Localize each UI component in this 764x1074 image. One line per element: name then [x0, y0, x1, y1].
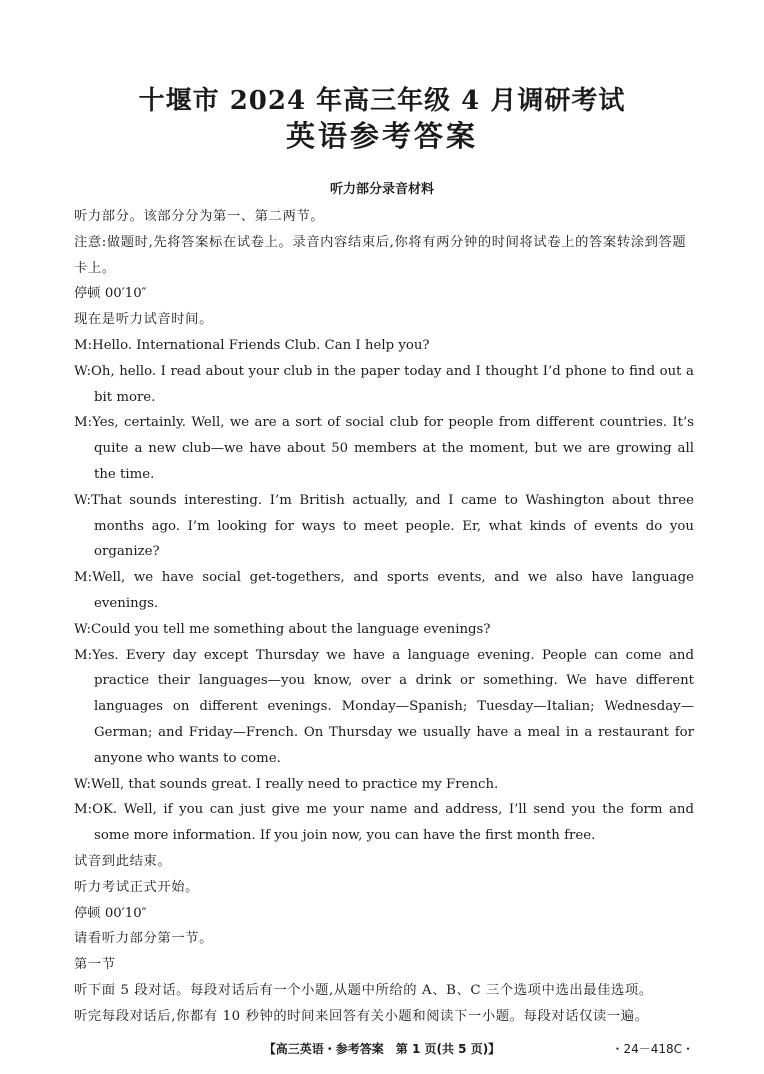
dialogue-line: W:Well, that sounds great. I really need to practice my French. — [74, 776, 499, 792]
instruction-line: 现在是听力试音时间。 — [74, 312, 213, 328]
dialogue-line: M:OK. Well, if you can just give me your name and address, I’ll send you the form and some more information. If you join now, you can have the first month free. — [74, 802, 694, 844]
dialogue-line: M:Hello. International Friends Club. Can I help you? — [74, 337, 430, 353]
transcript-body — [74, 204, 694, 1030]
footer-code: ・24－418C・ — [611, 1042, 694, 1056]
instruction-line: 听完每段对话后,你都有 10 秒钟的时间来回答有关小题和阅读下一小题。每段对话仅读一遍。 — [74, 1008, 649, 1024]
dialogue-line: W:Could you tell me something about the language evenings? — [74, 621, 491, 637]
dialogue-line: M:Yes. Every day except Thursday we have a language evening. People can come and practice their languages—you know, over a drink or something. We have different languages on different evenings. Monday—Spanish; Tuesday—Italian; Wednesday—German; and Friday—French. On Thursday we usually have a meal in a restaurant for anyone who wants to come. — [74, 647, 694, 766]
instruction-line: 听下面 5 段对话。每段对话后有一个小题,从题中所给的 A、B、C 三个选项中选出最佳选项。 — [74, 982, 653, 998]
instruction-line: 请看听力部分第一节。 — [74, 931, 213, 947]
pause-marker: 停顿 00′10″ — [74, 286, 147, 302]
dialogue-line: W:Oh, hello. I read about your club in the paper today and I thought I’d phone to find out a bit more. — [74, 363, 694, 405]
instruction-line: 试音到此结束。 — [74, 853, 172, 869]
footer-page-info: 【高三英语・参考答案 第 1 页(共 5 页)】 — [263, 1042, 501, 1056]
dialogue-line: W:That sounds interesting. I’m British actually, and I came to Washington about three months ago. I’m looking for ways to meet people. Er, what kinds of events do you organize? — [74, 492, 694, 560]
pause-marker: 停顿 00′10″ — [74, 905, 147, 921]
instruction-line: 听力考试正式开始。 — [74, 879, 200, 895]
dialogue-line: M:Well, we have social get-togethers, and sports events, and we also have language evenings. — [74, 570, 694, 611]
section-heading: 听力部分录音材料 — [329, 182, 434, 197]
instruction-line: 注意:做题时,先将答案标在试卷上。录音内容结束后,你将有两分钟的时间将试卷上的答案转涂到答题卡上。 — [74, 234, 687, 276]
instruction-line: 听力部分。该部分分为第一、第二两节。 — [74, 209, 325, 224]
document-title: 英语参考答案 — [285, 119, 478, 153]
subsection-label: 第一节 — [74, 957, 116, 973]
exam-title: 十堰市 2024 年高三年级 4 月调研考试 — [138, 86, 626, 116]
dialogue-line: M:Yes, certainly. Well, we are a sort of social club for people from different countries. It’s quite a new club—we have about 50 members at the moment, but we are growing all the time. — [74, 415, 694, 482]
